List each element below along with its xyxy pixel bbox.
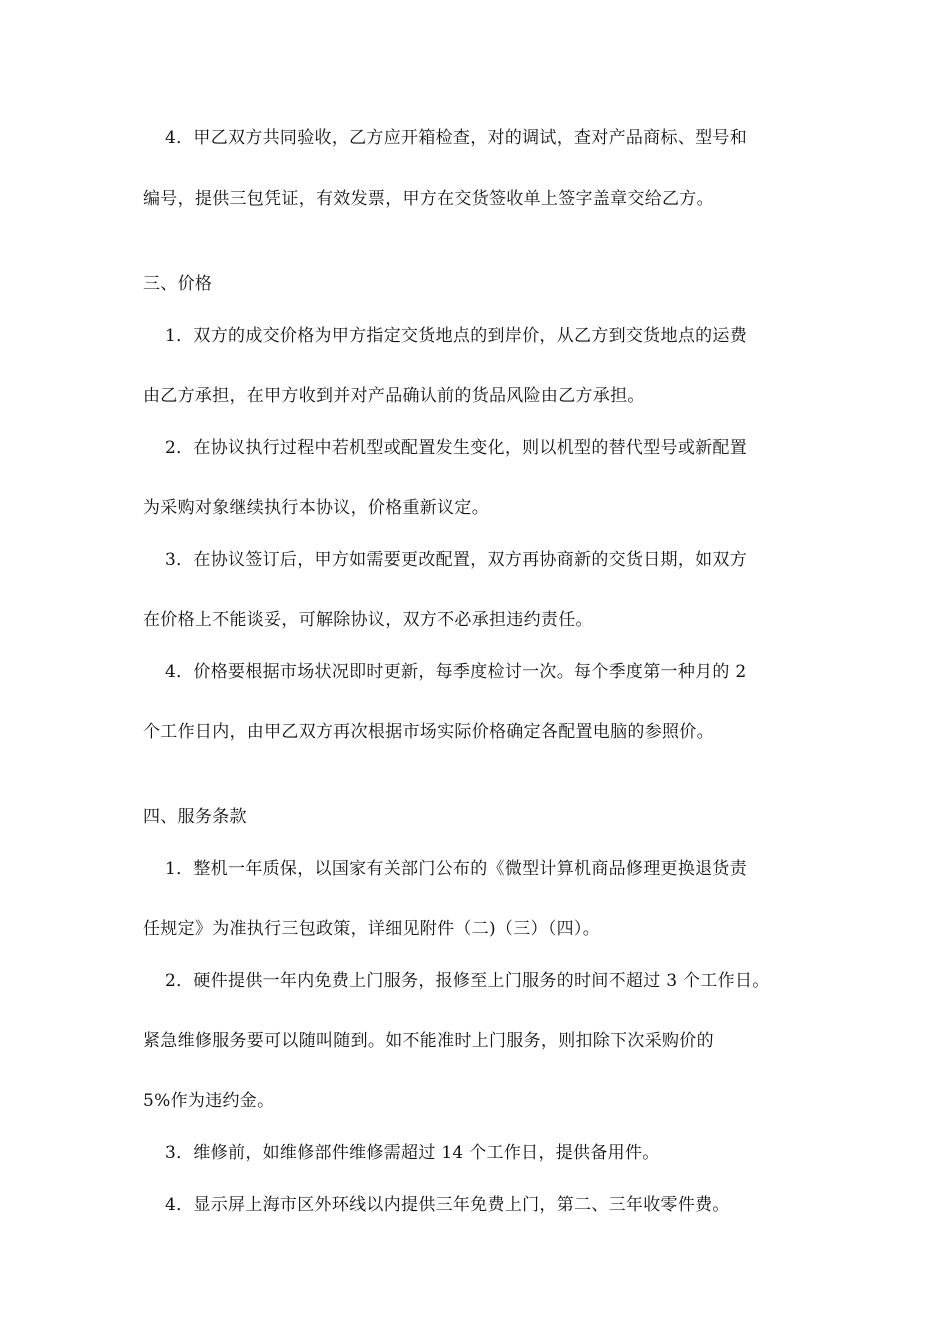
paragraph-line: 3．在协议签订后，甲方如需要更改配置，双方再协商新的交货日期，如双方 (165, 550, 748, 570)
paragraph-line: 由乙方承担，在甲方收到并对产品确认前的货品风险由乙方承担。 (143, 386, 645, 406)
paragraph-line: 4．甲乙双方共同验收，乙方应开箱检查，对的调试，查对产品商标、型号和 (165, 128, 748, 148)
paragraph-line: 3．维修前，如维修部件维修需超过 14 个工作日，提供备用件。 (165, 1143, 660, 1163)
paragraph-line: 1．双方的成交价格为甲方指定交货地点的到岸价，从乙方到交货地点的运费 (165, 326, 748, 346)
paragraph-line: 紧急维修服务要可以随叫随到。如不能准时上门服务，则扣除下次采购价的 (143, 1031, 714, 1051)
paragraph-line: 2．在协议执行过程中若机型或配置发生变化，则以机型的替代型号或新配置 (165, 438, 748, 458)
paragraph-line: 任规定》为准执行三包政策，详细见附件（二)（三）（四）。 (143, 919, 601, 939)
paragraph-line: 个工作日内，由甲乙双方再次根据市场实际价格确定各配置电脑的参照价。 (143, 722, 714, 742)
paragraph-line: 2．硬件提供一年内免费上门服务，报修至上门服务的时间不超过 3 个工作日。 (165, 971, 770, 991)
section-heading-service: 四、服务条款 (143, 807, 247, 827)
paragraph-line: 4．显示屏上海市区外环线以内提供三年免费上门，第二、三年收零件费。 (165, 1195, 730, 1215)
paragraph-line: 为采购对象继续执行本协议，价格重新议定。 (143, 498, 489, 518)
paragraph-line: 1．整机一年质保，以国家有关部门公布的《微型计算机商品修理更换退货责 (165, 859, 748, 879)
paragraph-line: 4．价格要根据市场状况即时更新，每季度检讨一次。每个季度第一种月的 2 (165, 662, 747, 682)
paragraph-line: 编号，提供三包凭证，有效发票，甲方在交货签收单上签字盖章交给乙方。 (143, 189, 714, 209)
section-heading-price: 三、价格 (143, 274, 213, 294)
paragraph-line: 5%作为违约金。 (143, 1091, 275, 1111)
paragraph-line: 在价格上不能谈妥，可解除协议，双方不必承担违约责任。 (143, 610, 593, 630)
